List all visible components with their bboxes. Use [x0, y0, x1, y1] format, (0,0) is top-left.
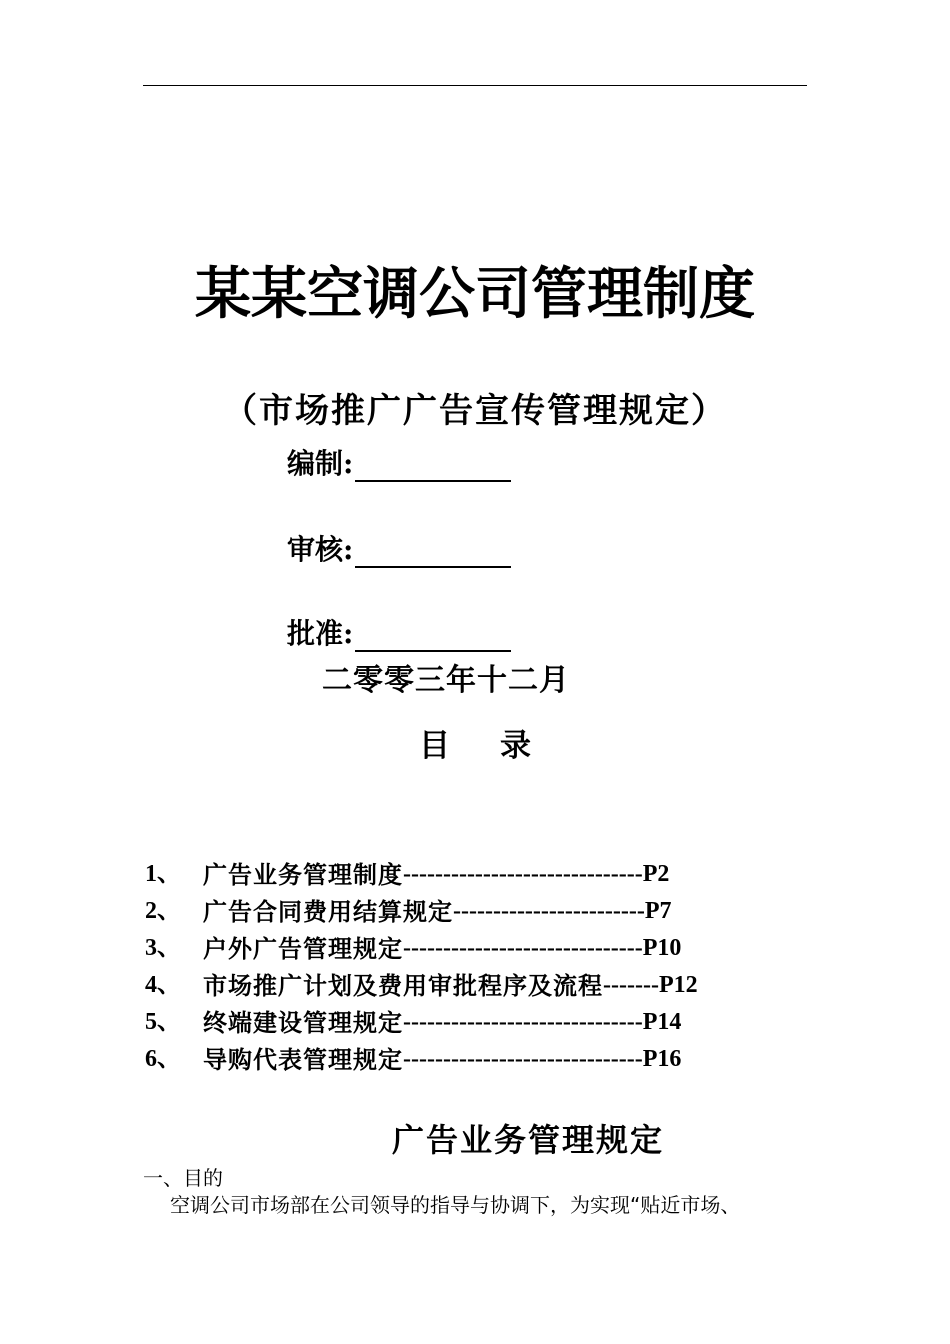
toc-entry[interactable]: [145, 1041, 805, 1078]
toc-number: 2、: [145, 898, 181, 924]
section-title: 广告业务管理规定: [391, 1121, 664, 1159]
toc-page: P12: [658, 972, 698, 998]
toc-page: P10: [642, 935, 682, 961]
document-subtitle: （市场推广广告宣传管理规定）: [223, 391, 727, 431]
signature-approved: [287, 612, 511, 652]
toc-number: 1、: [145, 861, 181, 887]
section-paragraph: 空调公司市场部在公司领导的指导与协调下，为实现“贴近市场、: [170, 1193, 741, 1217]
signature-blank: [355, 454, 511, 482]
signature-blank: [355, 624, 511, 652]
toc-leader: -------: [603, 972, 659, 998]
toc-text: 广告合同费用结算规定: [203, 897, 453, 926]
toc-leader: ------------------------------: [403, 861, 643, 887]
toc-number: 5、: [145, 1009, 181, 1035]
toc-page: P2: [642, 861, 670, 887]
toc-page: P16: [642, 1046, 682, 1072]
header-rule: [143, 85, 807, 86]
toc-entry[interactable]: [145, 893, 805, 930]
document-date: 二零零三年十二月: [322, 663, 570, 698]
toc-entry[interactable]: [145, 1004, 805, 1041]
toc-number: 6、: [145, 1046, 181, 1072]
signature-reviewed: [287, 528, 511, 568]
section-heading: 一、目的: [143, 1166, 223, 1190]
table-of-contents: [145, 856, 805, 1078]
signature-label: 编制:: [287, 447, 354, 480]
toc-entry[interactable]: [145, 930, 805, 967]
toc-page: P14: [642, 1009, 682, 1035]
toc-heading: 目录: [419, 728, 581, 764]
toc-text: 广告业务管理制度: [203, 860, 403, 889]
toc-text: 市场推广计划及费用审批程序及流程: [203, 971, 603, 1000]
toc-entry[interactable]: [145, 967, 805, 1004]
signature-blank: [355, 540, 511, 568]
toc-leader: ------------------------: [453, 898, 645, 924]
toc-text: 户外广告管理规定: [203, 934, 403, 963]
signature-label: 审核:: [287, 533, 354, 566]
toc-text: 终端建设管理规定: [203, 1008, 403, 1037]
toc-page: P7: [644, 898, 672, 924]
toc-leader: ------------------------------: [403, 1046, 643, 1072]
toc-leader: ------------------------------: [403, 935, 643, 961]
signature-label: 批准:: [287, 617, 354, 650]
toc-number: 4、: [145, 972, 181, 998]
toc-entry[interactable]: [145, 856, 805, 893]
document-title: 某某空调公司管理制度: [195, 262, 755, 327]
toc-text: 导购代表管理规定: [203, 1045, 403, 1074]
toc-leader: ------------------------------: [403, 1009, 643, 1035]
toc-number: 3、: [145, 935, 181, 961]
signature-compiled: [287, 442, 511, 482]
